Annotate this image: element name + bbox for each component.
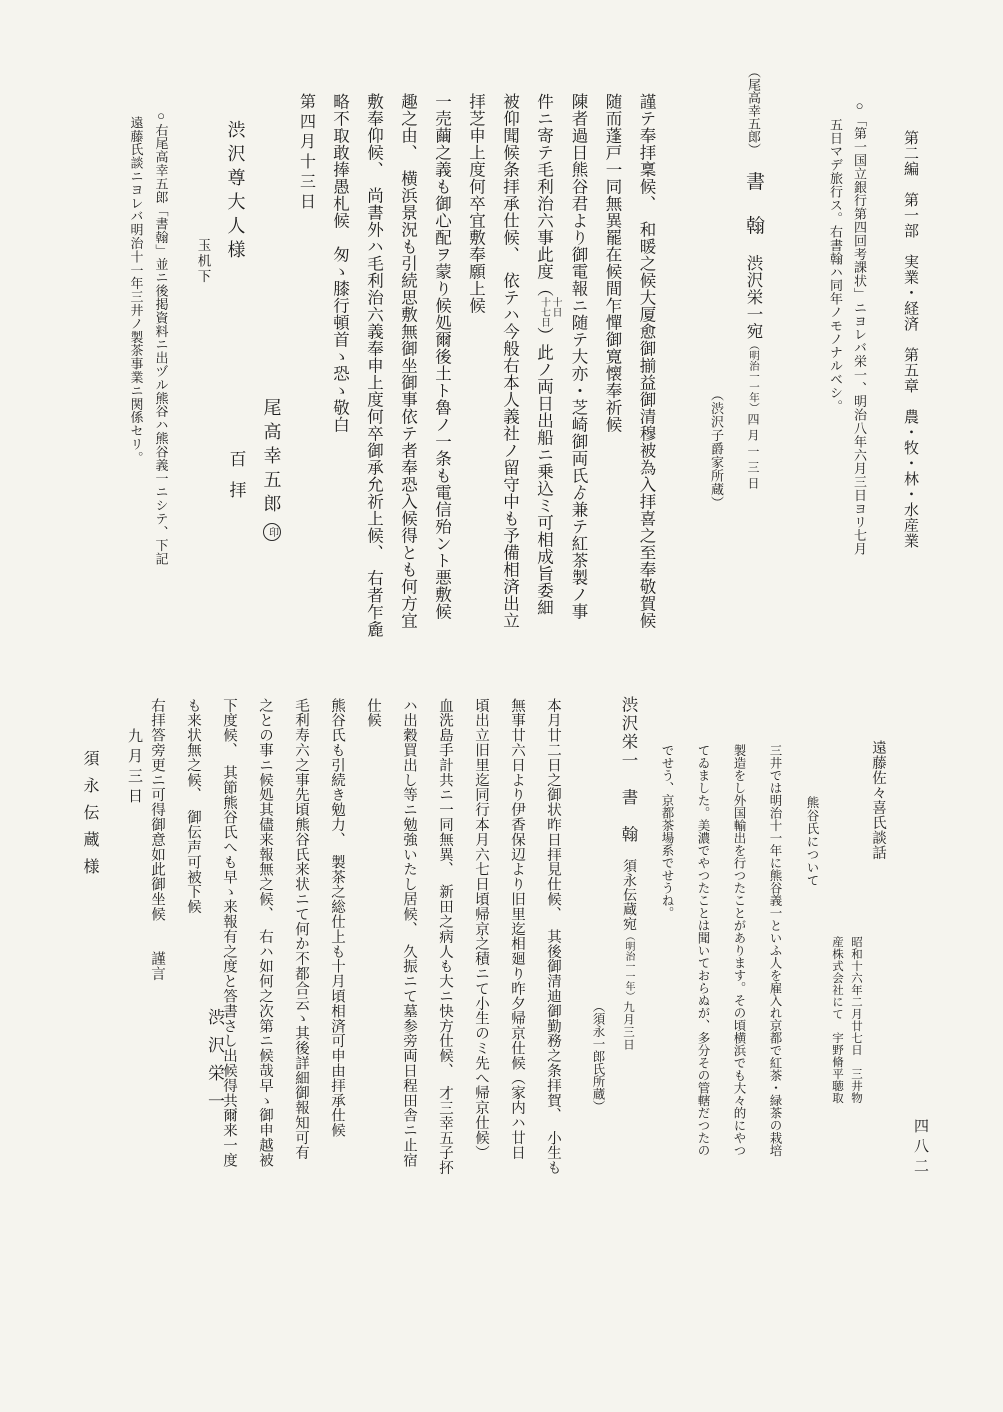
- letter1-body-segment: ）此ノ両日出船ニ乗込ミ可相成旨委細: [534, 327, 554, 616]
- letter2-addressee: 須永伝蔵宛: [621, 844, 636, 931]
- letter2-closing-date: 九月三日: [126, 728, 142, 808]
- running-head: 第二編 第一部 実業・経済 第五章 農・牧・林・水産業: [902, 130, 918, 549]
- inline-date-left: 十七日: [538, 297, 550, 327]
- column-spacer: [235, 264, 236, 450]
- bottom-half: [73, 688, 891, 1378]
- editor-note-line-2: 五日マデ旅行ス。右書翰ハ同年ノモノナルベシ。: [828, 118, 843, 413]
- letter1-year: （明治一一年）: [748, 339, 759, 413]
- talk-attribution-line-2: 産株式会社にて 宇野脩平聴取: [831, 936, 843, 1104]
- letter2-body-line: 本月廿二日之御状昨日拝見仕候、 其後御清迪御勤務之条拝賀、 小生も: [545, 698, 561, 1176]
- talk-body-line: 三井では明治十一年に熊谷義一といふ人を雇入れ京都で紅茶・緑茶の栽培: [768, 744, 782, 1157]
- letter1-body-line: 随而蓬戸一同無異罷在候間乍憚御寛懐奉祈候: [603, 93, 622, 433]
- letter1-sender-name: 尾高幸五郎: [261, 398, 282, 518]
- talk-body-line: てゐました。美濃でやつたことは聞いておらぬが、多分その管轄だつたの: [696, 744, 710, 1157]
- letter1-note-line-1: ○右尾高幸五郎「書翰」並ニ後掲資料ニ出ヅル熊谷ハ熊谷義一ニシテ、下記: [153, 108, 169, 566]
- letter2-body-line: 毛利寿六之事先頃熊谷氏来状ニて何か不都合云ゝ其後詳細御報知可有: [293, 698, 309, 1160]
- letter1-body-line: 謹テ奉拝稟候、 和暖之候大厦愈御揃益御清穆被為入拝喜之至奉敬賀候: [637, 93, 656, 629]
- letter1-date: 四月一三日: [746, 413, 760, 493]
- letter1-bow-label: 百拝: [226, 450, 246, 512]
- letter2-body-line: 之との事ニ候処其儘来報無之候、 右ハ如何之次第ニ候哉早ゝ御申越被: [257, 698, 273, 1168]
- inline-date-right: 十日: [550, 297, 561, 317]
- letter1-source: （渋沢子爵家所蔵）: [709, 388, 724, 510]
- letter1-body-line: 一売繭之義も御心配ヲ蒙り候処爾後土ト魯ノ一条も電信殆ント悪敷候: [432, 93, 452, 620]
- top-half-letter1: [107, 60, 925, 720]
- letter2-body-line: も来状無之候、 御伝声可被下候: [185, 698, 201, 915]
- letter1-recipient-name: 渋沢尊大人様: [225, 120, 246, 264]
- letter1-note-line-2: 遠藤氏談ニヨレバ明治十一年三井ノ製茶事業ニ関係セリ。: [128, 116, 144, 465]
- letter2-body-line: ハ出穀買出し等ニ勉強いたし居候、 久振ニて墓参旁両日程田舎ニ止宿: [401, 698, 417, 1168]
- letter2-body-line: 仕候: [365, 698, 381, 728]
- letter1-title: [733, 60, 773, 720]
- letter2-date: 九月三日: [622, 1001, 634, 1051]
- letter2-recipient: 須永伝蔵様: [81, 750, 98, 885]
- letter2-title: [611, 688, 645, 1378]
- letter2-body-line: 下度候、 其節熊谷氏へも早ゝ来報有之度と答書さし出候得共爾来一度: [221, 698, 237, 1168]
- letter1-body-line: 被仰聞候条拝承仕候、 依テハ今般右本人義社ノ留守中も予備相済出立: [500, 93, 520, 629]
- talk-subtitle: 熊谷氏について: [805, 796, 819, 887]
- letter2-body-line: 熊谷氏も引続き勉力、 製茶之総仕上も十月頃相済可申由拝承仕候: [329, 698, 345, 1138]
- talk-body-line: でせう、京都茶場系でせうね。: [660, 744, 674, 919]
- letter1-body-segment: 件ニ寄テ毛利治六事此度（: [534, 93, 554, 297]
- letter1-recipient-column: [218, 60, 254, 720]
- letter1-body-line: 趣之由、 横浜景況も引続思敷無御坐御事依テ者奉恐入候得とも何方宜: [398, 93, 418, 629]
- talk-attribution-line-1: 昭和十六年二月廿七日 三井物: [850, 936, 862, 1104]
- letter1-author: （尾高幸五郎）: [746, 65, 761, 150]
- inline-date-note: [538, 297, 561, 327]
- letter2-doc-type: 書 翰: [619, 770, 638, 844]
- letter2-author: 渋沢栄一: [619, 696, 638, 770]
- letter1-honorific: 玉机下: [195, 238, 211, 285]
- letter1-doc-type: 書 翰: [743, 149, 764, 238]
- letter2-body-line: 血洗島手計共ニ一同無異、 新田之病人も大ニ快方仕候、 才三幸五子抔: [437, 698, 453, 1176]
- letter2-year: （明治一一年）: [623, 931, 634, 1001]
- talk-title: 遠藤佐々喜氏談話: [870, 740, 886, 860]
- editor-note-line-1: ○「第一国立銀行第四回考課状」ニヨレバ栄一、明治八年六月三日ヨリ七月: [852, 98, 867, 556]
- letter1-body-line: 拝芝申上度何卒宜敷奉願上候: [466, 93, 486, 314]
- letter2-sender: 渋沢栄一: [205, 1008, 224, 1120]
- page-number: 四八二: [912, 1118, 928, 1178]
- letter1-body-line: 略不取敢捧愚札候 匆ゝ膝行頓首ゝ恐ゝ敬白: [330, 93, 350, 433]
- letter1-sender: [254, 60, 290, 720]
- letter1-addressee: 渋沢栄一宛: [744, 237, 763, 340]
- talk-body-line: 製造をし外国輸出を行つたことがあります。その頃横浜でも大々的にやつ: [732, 744, 746, 1157]
- seal-stamp: 印: [263, 523, 281, 541]
- letter2-source: （須永一郎氏所蔵）: [591, 1000, 605, 1113]
- letter2-body-line: 頃出立旧里迄同行本月六七日頃帰京之積ニて小生のミ先へ帰京仕候）: [473, 698, 489, 1160]
- letter1-body-line: [527, 60, 562, 720]
- letter2-body-line: 無事廿六日より伊香保辺より旧里迄相廻り昨夕帰京仕候（家内ハ廿日: [509, 698, 525, 1160]
- letter1-body-line: 陳者過日熊谷君より御電報ニ随テ大亦・芝崎御両氏ゟ兼テ紅茶製ノ事: [569, 93, 588, 620]
- letter1-body-line: 敷奉仰候、 尚書外ハ毛利治六義奉申上度何卒御承允祈上候、 右者乍麁: [364, 93, 384, 638]
- letter2-body-line: 右拝答旁更ニ可得御意如此御坐候 謹言: [149, 698, 165, 982]
- letter1-closing-date: 第四月十三日: [297, 93, 315, 213]
